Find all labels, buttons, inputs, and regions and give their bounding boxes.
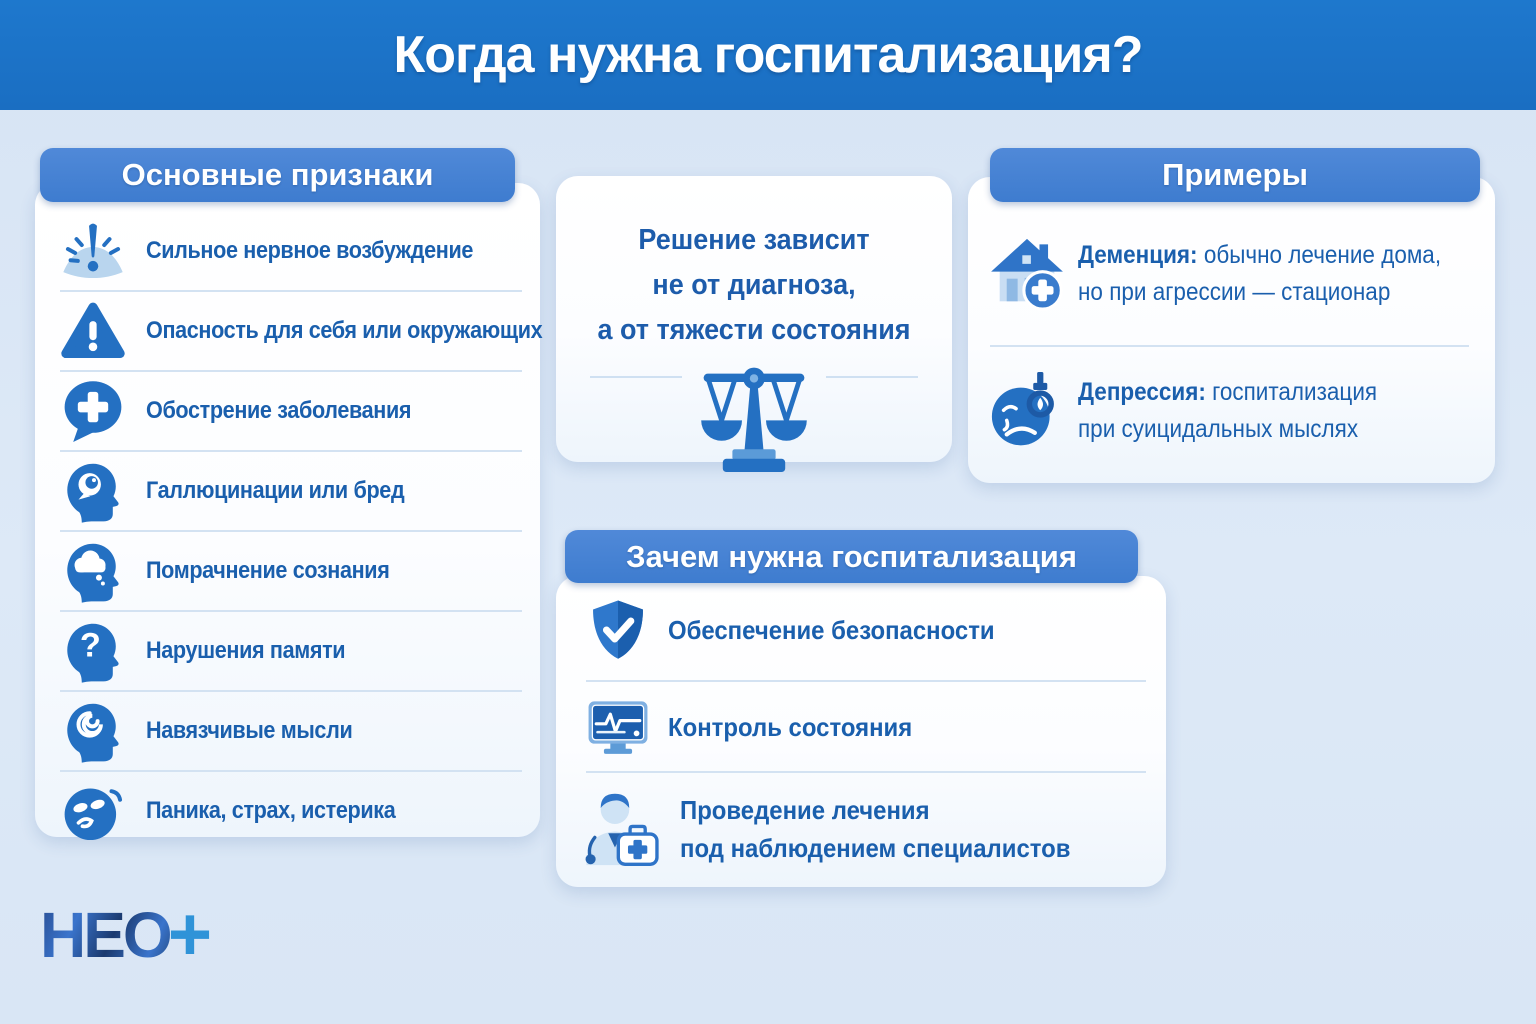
sign-label: Опасность для себя или окружающих: [146, 317, 543, 344]
decision-line: а от тяжести состояния: [597, 314, 911, 346]
example-row: [988, 349, 1481, 473]
sign-label: Помрачнение сознания: [146, 557, 390, 584]
sign-row: [60, 452, 522, 532]
sign-label: Навязчивые мысли: [146, 717, 353, 744]
chat-cross-icon: [60, 378, 126, 444]
sad-face-icon: [988, 372, 1066, 450]
sign-label: Паника, страх, истерика: [146, 797, 396, 824]
sign-label: Галлюцинации или бред: [146, 477, 405, 504]
head-cloud-icon: [60, 538, 126, 604]
example-line: при суицидальных мыслях: [1078, 415, 1359, 443]
head-question-icon: [60, 618, 126, 684]
purpose-list: [556, 576, 1166, 885]
example-line: но при агрессии — стационар: [1078, 278, 1391, 306]
purpose-panel: [556, 576, 1166, 887]
decision-text: [556, 176, 952, 353]
shield-check-icon: [586, 598, 650, 662]
example-line: госпитализация: [1212, 378, 1378, 406]
decision-card: [556, 176, 952, 462]
sign-row: [60, 292, 543, 372]
sign-row: [60, 212, 522, 292]
example-label: Деменция:: [1078, 241, 1198, 269]
purpose-text: [668, 708, 912, 746]
plus-icon: +: [167, 892, 210, 977]
divider: [826, 376, 918, 378]
page-title: Когда нужна госпитализация?: [393, 26, 1143, 84]
sign-row: [60, 692, 522, 772]
examples-panel: [968, 177, 1495, 483]
sign-row: [60, 612, 522, 692]
purpose-line: Контроль состояния: [668, 711, 913, 742]
warning-triangle-icon: [60, 298, 126, 364]
sign-row: [60, 372, 522, 452]
decision-line: не от диагноза,: [652, 269, 856, 301]
monitor-pulse-icon: [586, 695, 650, 759]
signs-list: [35, 183, 543, 850]
purpose-panel-title: Зачем нужна госпитализация: [565, 530, 1138, 583]
example-text: [1078, 237, 1441, 311]
purpose-row: [586, 682, 1146, 773]
purpose-row: [586, 773, 1146, 885]
scales-icon: [694, 357, 814, 479]
signs-panel-title: Основные признаки: [40, 148, 515, 202]
divider: [990, 345, 1469, 347]
purpose-line: Проведение лечения: [680, 795, 930, 825]
burst-exclamation-icon: [60, 218, 126, 284]
head-eye-icon: [60, 458, 126, 524]
sign-label: Обострение заболевания: [146, 397, 412, 424]
signs-panel: [35, 183, 543, 837]
doctor-bag-icon: [578, 787, 662, 871]
header-bar: [0, 0, 1536, 110]
sign-label: Нарушения памяти: [146, 637, 346, 664]
example-text: [1078, 374, 1377, 448]
example-label: Депрессия:: [1078, 378, 1206, 406]
sign-label: Сильное нервное возбуждение: [146, 237, 474, 264]
head-spiral-icon: [60, 698, 126, 764]
purpose-row: [586, 580, 1146, 682]
house-plus-icon: [988, 235, 1066, 313]
sign-row: [60, 772, 522, 850]
examples-panel-title: Примеры: [990, 148, 1480, 202]
example-row: [988, 207, 1481, 341]
decision-line: Решение зависит: [638, 224, 870, 256]
purpose-text: [680, 791, 1070, 867]
purpose-line: Обеспечение безопасности: [668, 615, 995, 645]
example-line: обычно лечение дома,: [1203, 241, 1442, 269]
purpose-text: [668, 611, 995, 649]
logo-text: НЕО: [40, 899, 170, 971]
panic-face-icon: [60, 778, 126, 844]
sign-row: [60, 532, 522, 612]
purpose-line: под наблюдением специалистов: [680, 833, 1071, 863]
svg-text:?: ?: [79, 626, 101, 665]
divider: [590, 376, 682, 378]
neo-plus-logo: [40, 892, 210, 977]
